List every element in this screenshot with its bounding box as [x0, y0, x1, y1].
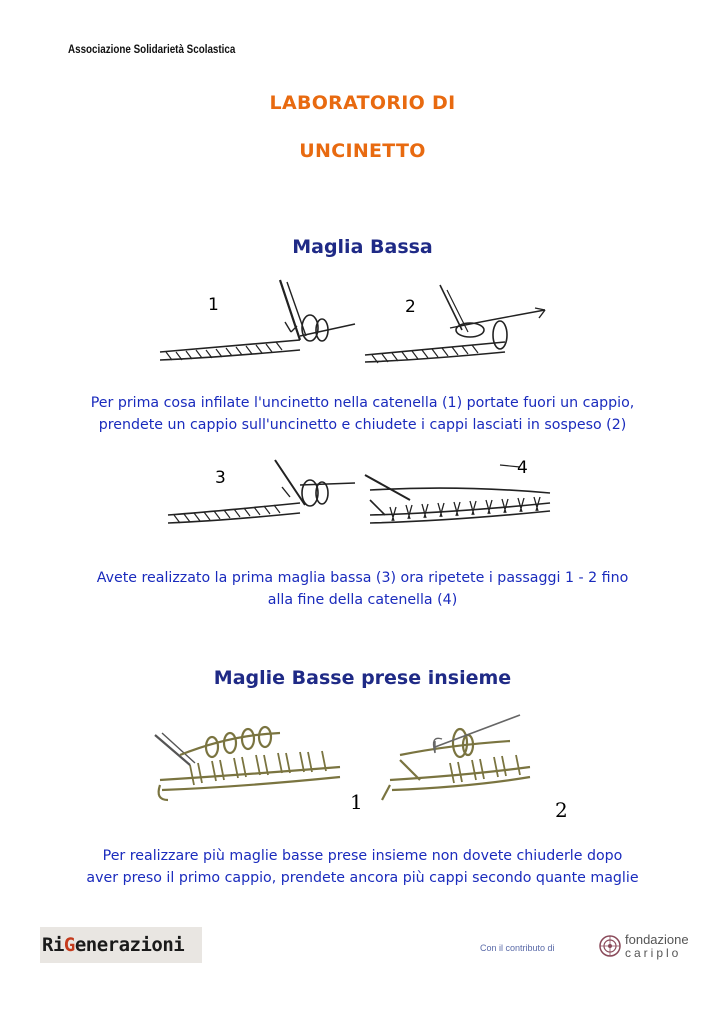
page-title-line2: UNCINETTO	[299, 140, 426, 162]
section-heading-maglie-basse-insieme: Maglie Basse prese insieme	[213, 667, 512, 689]
sponsor-subname: cariplo	[625, 946, 682, 960]
sponsor-name: fondazione	[625, 932, 689, 947]
contribution-label: Con il contributo di	[480, 943, 555, 953]
figure-label-together-1: 1	[350, 790, 363, 814]
rigenerazioni-logo	[40, 927, 202, 963]
instruction-text-1-line2: prendete un cappio sull'uncinetto e chiudete i cappi lasciati in sospeso (2)	[98, 417, 627, 433]
instruction-text-1	[40, 392, 685, 436]
instruction-text-2-line1: Avete realizzato la prima maglia bassa (3) ora ripetete i passaggi 1 - 2 fino	[96, 570, 629, 586]
instruction-text-3-line1: Per realizzare più maglie basse prese insieme non dovete chiuderle dopo	[102, 848, 623, 864]
figure-label-4: 4	[517, 458, 528, 478]
instruction-text-2-line2: alla fine della catenella (4)	[267, 592, 458, 608]
section-heading-maglia-bassa: Maglia Bassa	[292, 236, 433, 258]
instruction-text-2	[40, 567, 685, 611]
figure-label-3: 3	[215, 468, 226, 488]
figure-label-together-2: 2	[555, 798, 568, 822]
crochet-illustration-together	[150, 705, 570, 825]
instruction-text-1-line1: Per prima cosa infilate l'uncinetto nella catenella (1) portate fuori un cappio,	[90, 395, 635, 411]
crochet-illustration-steps-1-2	[150, 280, 570, 370]
figure-label-2: 2	[405, 297, 416, 317]
fondazione-cariplo-emblem-icon	[598, 934, 622, 958]
crochet-illustration-steps-3-4	[160, 455, 560, 545]
instruction-text-3-line2: aver preso il primo cappio, prendete ancora più cappi secondo quante maglie	[86, 870, 639, 886]
figure-label-1: 1	[208, 295, 219, 315]
page-title-line1: LABORATORIO DI	[269, 92, 456, 114]
organization-header: Associazione Solidarietà Scolastica	[68, 42, 236, 56]
rigenerazioni-logo-text: RiGenerazioni	[42, 934, 185, 956]
instruction-text-3	[40, 845, 685, 889]
